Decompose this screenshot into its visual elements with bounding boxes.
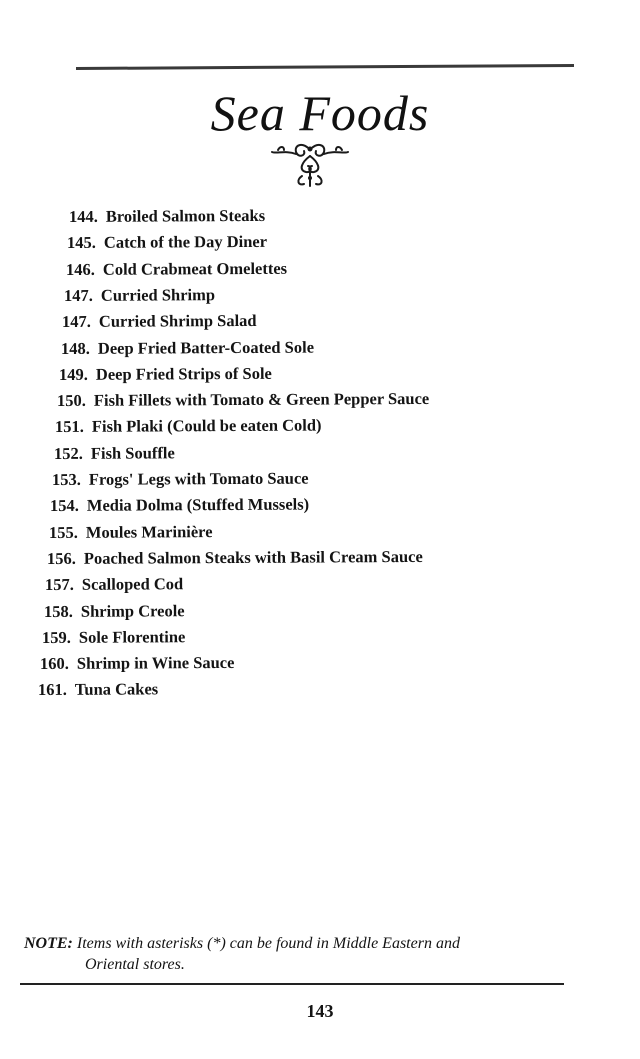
- list-item: [49, 522, 213, 543]
- note-line-1: Items with asterisks (*) can be found in Middle Eastern and: [76, 935, 460, 952]
- recipe-title: Frogs' Legs with Tomato Sauce: [88, 468, 309, 489]
- list-item: [50, 495, 309, 516]
- note: [24, 933, 584, 975]
- recipe-title: Fish Souffle: [90, 443, 175, 463]
- list-item: [55, 416, 322, 437]
- recipe-title: Curried Shrimp Salad: [99, 311, 257, 331]
- page-number: 143: [306, 1001, 334, 1021]
- list-item: [62, 311, 257, 332]
- list-item: [42, 627, 185, 648]
- page-title: Sea Foods: [210, 85, 430, 141]
- recipe-number: 159.: [41, 627, 71, 647]
- recipe-number: 160.: [40, 653, 70, 674]
- list-item: [38, 680, 158, 701]
- list-item: [59, 364, 272, 385]
- recipe-title: Curried Shrimp: [100, 285, 215, 305]
- recipe-number: 154.: [50, 496, 80, 516]
- list-item: [64, 285, 215, 306]
- recipe-title: Fish Fillets with Tomato & Green Pepper Sauce: [93, 389, 430, 410]
- recipe-title: Scalloped Cod: [82, 574, 184, 594]
- list-item: [66, 258, 287, 279]
- recipe-number: 151.: [55, 417, 85, 437]
- bottom-divider: [20, 983, 564, 985]
- list-item: [54, 443, 175, 464]
- recipe-number: 161.: [38, 680, 68, 700]
- list-item: [60, 337, 313, 358]
- recipe-number: 145.: [67, 233, 97, 253]
- recipe-number: 147.: [62, 312, 92, 332]
- recipe-number: 152.: [53, 443, 83, 463]
- recipe-number: 146.: [65, 259, 95, 279]
- recipe-number: 149.: [58, 364, 88, 384]
- list-item: [45, 574, 183, 595]
- recipe-number: 157.: [45, 575, 75, 595]
- recipe-number: 144.: [68, 206, 98, 226]
- list-item: [69, 206, 265, 227]
- note-line-2: Oriental stores.: [85, 956, 185, 973]
- list-item: [57, 389, 429, 411]
- recipe-title: Poached Salmon Steaks with Basil Cream Sauce: [83, 546, 423, 568]
- recipe-title: Catch of the Day Diner: [104, 232, 268, 253]
- recipe-title: Fish Plaki (Could be eaten Cold): [92, 415, 322, 437]
- recipe-number: 156.: [46, 548, 76, 568]
- recipe-title: Deep Fried Batter-Coated Sole: [97, 337, 314, 358]
- recipe-number: 158.: [43, 601, 73, 621]
- recipe-title: Cold Crabmeat Omelettes: [102, 258, 287, 279]
- recipe-number: 150.: [57, 390, 87, 411]
- list-item: [67, 232, 267, 253]
- recipe-title: Tuna Cakes: [75, 679, 159, 700]
- recipe-title: Shrimp in Wine Sauce: [76, 653, 235, 673]
- recipe-number: 148.: [60, 338, 90, 358]
- list-item: [40, 653, 235, 674]
- note-label: NOTE:: [24, 935, 73, 952]
- list-item: [52, 469, 309, 490]
- recipe-title: Shrimp Creole: [80, 600, 185, 621]
- list-item: [47, 547, 423, 569]
- recipe-title: Media Dolma (Stuffed Mussels): [87, 494, 310, 516]
- recipe-number: 147.: [63, 285, 93, 305]
- recipe-number: 153.: [51, 469, 81, 489]
- list-item: [43, 601, 184, 622]
- recipe-title: Moules Marinière: [85, 521, 213, 542]
- recipe-number: 155.: [48, 522, 78, 542]
- recipe-title: Sole Florentine: [78, 626, 186, 647]
- recipe-title: Broiled Salmon Steaks: [105, 205, 266, 226]
- recipe-title: Deep Fried Strips of Sole: [95, 363, 272, 384]
